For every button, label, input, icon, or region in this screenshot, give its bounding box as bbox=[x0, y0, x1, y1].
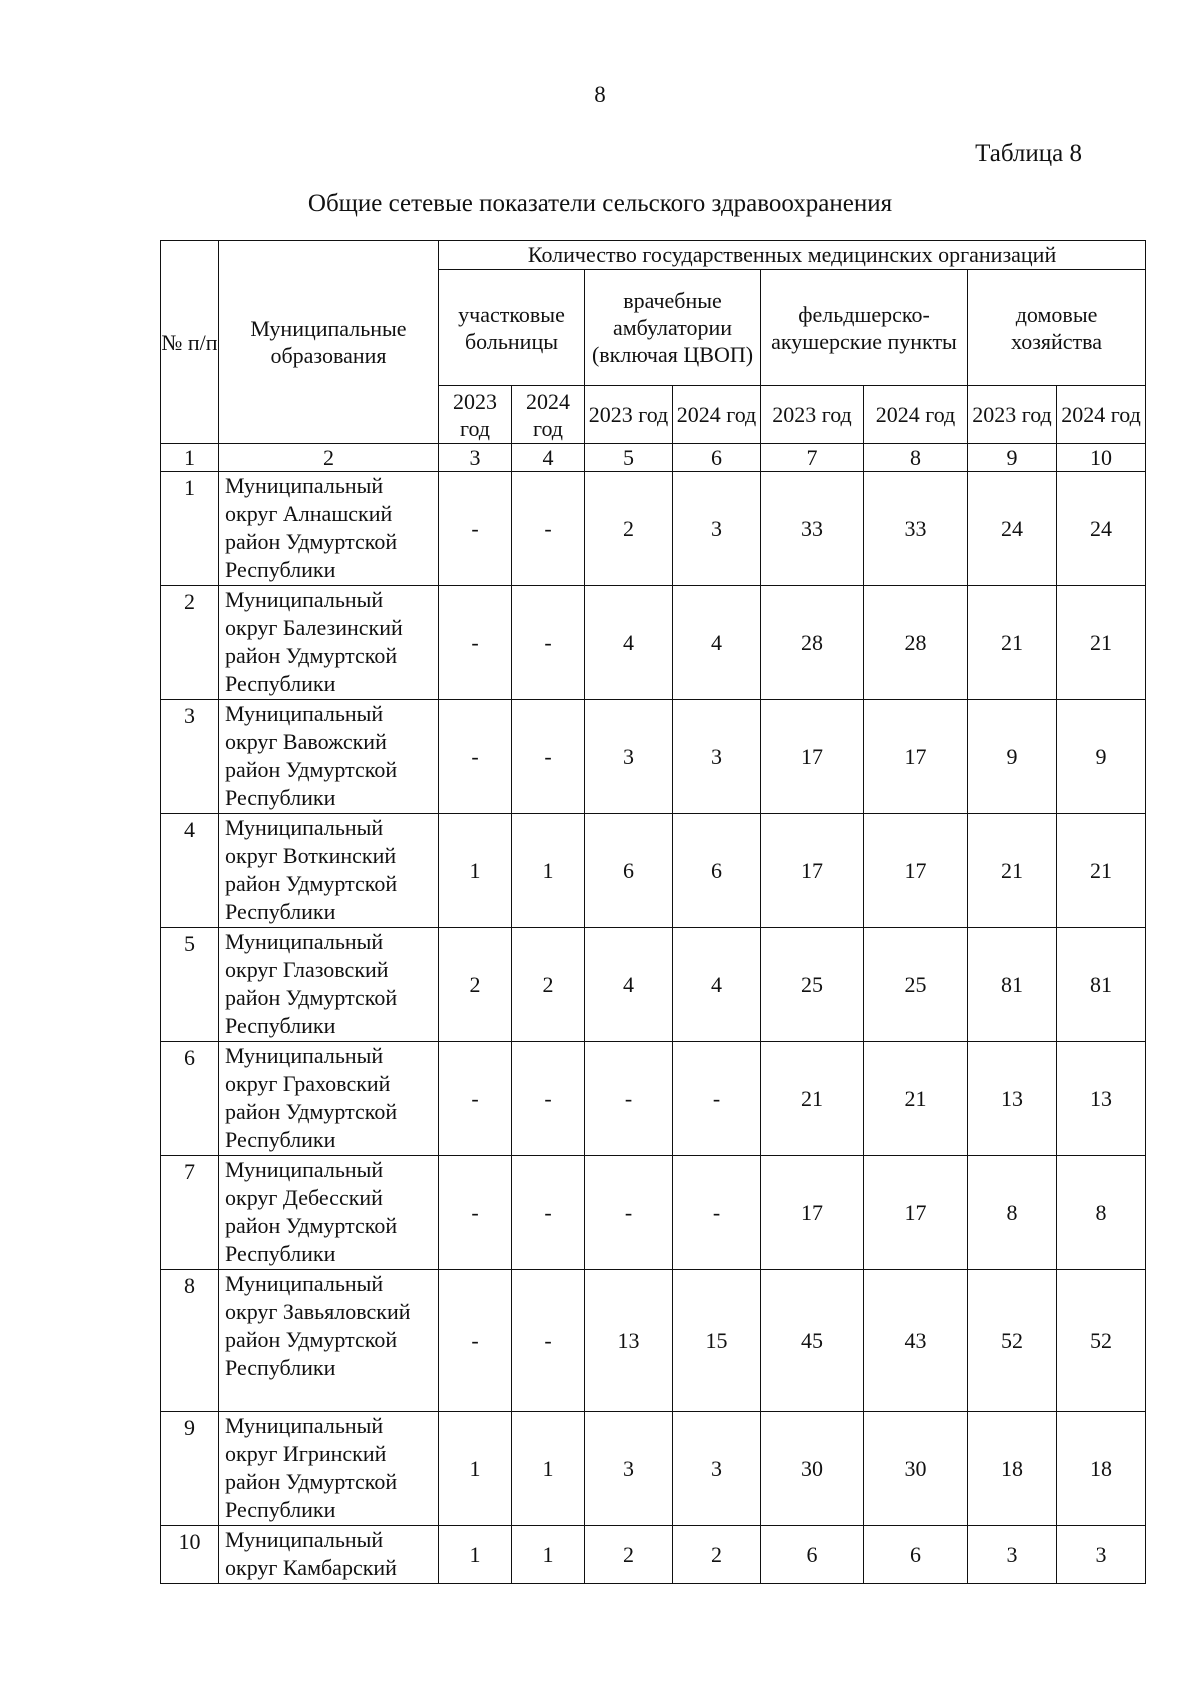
value-cell: 21 bbox=[968, 814, 1057, 928]
row-number: 9 bbox=[161, 1412, 219, 1526]
value-cell: - bbox=[512, 586, 585, 700]
value-cell: 21 bbox=[968, 586, 1057, 700]
municipality-name: Муниципальный округ Воткинский район Удмуртской Республики bbox=[219, 814, 439, 928]
value-cell: 17 bbox=[761, 1156, 864, 1270]
value-cell: 1 bbox=[439, 1526, 512, 1584]
header-year: 2024 год bbox=[864, 386, 968, 444]
row-number: 5 bbox=[161, 928, 219, 1042]
column-number: 5 bbox=[585, 444, 673, 472]
value-cell: 2 bbox=[585, 472, 673, 586]
column-number: 9 bbox=[968, 444, 1057, 472]
value-cell: 18 bbox=[1057, 1412, 1146, 1526]
column-number: 2 bbox=[219, 444, 439, 472]
value-cell: 17 bbox=[864, 814, 968, 928]
column-number: 10 bbox=[1057, 444, 1146, 472]
value-cell: - bbox=[673, 1042, 761, 1156]
value-cell: 3 bbox=[673, 1412, 761, 1526]
value-cell: 3 bbox=[1057, 1526, 1146, 1584]
column-number: 1 bbox=[161, 444, 219, 472]
value-cell: 1 bbox=[512, 814, 585, 928]
value-cell: 1 bbox=[439, 814, 512, 928]
header-year: 2024 год bbox=[512, 386, 585, 444]
value-cell: - bbox=[439, 1156, 512, 1270]
value-cell: - bbox=[585, 1042, 673, 1156]
value-cell: 24 bbox=[1057, 472, 1146, 586]
value-cell: 21 bbox=[1057, 586, 1146, 700]
table-row bbox=[161, 1156, 1146, 1270]
value-cell: 21 bbox=[864, 1042, 968, 1156]
table-row bbox=[161, 928, 1146, 1042]
value-cell: 28 bbox=[864, 586, 968, 700]
municipality-name: Муниципальный округ Завьяловский район Удмуртской Республики bbox=[219, 1270, 439, 1412]
value-cell: 33 bbox=[864, 472, 968, 586]
table-row bbox=[161, 700, 1146, 814]
value-cell: 4 bbox=[673, 928, 761, 1042]
value-cell: - bbox=[512, 472, 585, 586]
header-home-households: домовые хозяйства bbox=[968, 270, 1146, 386]
value-cell: 13 bbox=[1057, 1042, 1146, 1156]
table-row bbox=[161, 1042, 1146, 1156]
municipality-name: Муниципальный округ Игринский район Удмуртской Республики bbox=[219, 1412, 439, 1526]
value-cell: 6 bbox=[761, 1526, 864, 1584]
value-cell: 4 bbox=[585, 586, 673, 700]
value-cell: 3 bbox=[673, 700, 761, 814]
header-feldsher-points: фельдшерско-акушерские пункты bbox=[761, 270, 968, 386]
header-year: 2024 год bbox=[1057, 386, 1146, 444]
value-cell: - bbox=[673, 1156, 761, 1270]
table-label: Таблица 8 bbox=[975, 140, 1082, 167]
value-cell: 18 bbox=[968, 1412, 1057, 1526]
column-number: 3 bbox=[439, 444, 512, 472]
header-group: Количество государственных медицинских организаций bbox=[439, 241, 1146, 270]
table-row bbox=[161, 814, 1146, 928]
table-row bbox=[161, 1526, 1146, 1584]
municipality-name: Муниципальный округ Глазовский район Удмуртской Республики bbox=[219, 928, 439, 1042]
value-cell: - bbox=[512, 700, 585, 814]
value-cell: 3 bbox=[673, 472, 761, 586]
municipality-name: Муниципальный округ Камбарский bbox=[219, 1526, 439, 1584]
municipality-name: Муниципальный округ Граховский район Удмуртской Республики bbox=[219, 1042, 439, 1156]
row-number: 2 bbox=[161, 586, 219, 700]
value-cell: 30 bbox=[864, 1412, 968, 1526]
row-number: 7 bbox=[161, 1156, 219, 1270]
value-cell: 8 bbox=[1057, 1156, 1146, 1270]
column-number: 8 bbox=[864, 444, 968, 472]
value-cell: 6 bbox=[585, 814, 673, 928]
header-district-hospitals: участковые больницы bbox=[439, 270, 585, 386]
value-cell: 4 bbox=[673, 586, 761, 700]
value-cell: 52 bbox=[968, 1270, 1057, 1412]
value-cell: 2 bbox=[585, 1526, 673, 1584]
value-cell: 3 bbox=[968, 1526, 1057, 1584]
value-cell: 25 bbox=[761, 928, 864, 1042]
value-cell: - bbox=[512, 1270, 585, 1412]
value-cell: 24 bbox=[968, 472, 1057, 586]
value-cell: - bbox=[439, 700, 512, 814]
row-number: 1 bbox=[161, 472, 219, 586]
value-cell: 25 bbox=[864, 928, 968, 1042]
document-title: Общие сетевые показатели сельского здравоохранения bbox=[307, 190, 893, 217]
value-cell: 1 bbox=[512, 1412, 585, 1526]
header-row-number: № п/п bbox=[161, 241, 219, 444]
value-cell: 9 bbox=[1057, 700, 1146, 814]
value-cell: - bbox=[585, 1156, 673, 1270]
value-cell: 21 bbox=[1057, 814, 1146, 928]
row-number: 8 bbox=[161, 1270, 219, 1412]
table-row bbox=[161, 472, 1146, 586]
row-number: 3 bbox=[161, 700, 219, 814]
value-cell: 2 bbox=[673, 1526, 761, 1584]
header-municipality: Муниципальные образования bbox=[219, 241, 439, 444]
municipality-name: Муниципальный округ Балезинский район Удмуртской Республики bbox=[219, 586, 439, 700]
value-cell: 6 bbox=[673, 814, 761, 928]
value-cell: 3 bbox=[585, 1412, 673, 1526]
value-cell: 28 bbox=[761, 586, 864, 700]
value-cell: 81 bbox=[1057, 928, 1146, 1042]
value-cell: 33 bbox=[761, 472, 864, 586]
value-cell: 15 bbox=[673, 1270, 761, 1412]
value-cell: 21 bbox=[761, 1042, 864, 1156]
value-cell: 13 bbox=[968, 1042, 1057, 1156]
header-year: 2024 год bbox=[673, 386, 761, 444]
value-cell: - bbox=[439, 1270, 512, 1412]
value-cell: - bbox=[439, 1042, 512, 1156]
value-cell: 9 bbox=[968, 700, 1057, 814]
value-cell: 3 bbox=[585, 700, 673, 814]
value-cell: 17 bbox=[761, 814, 864, 928]
value-cell: 17 bbox=[864, 700, 968, 814]
header-year: 2023 год bbox=[968, 386, 1057, 444]
header-ambulatories: врачебные амбулатории (включая ЦВОП) bbox=[585, 270, 761, 386]
value-cell: 17 bbox=[864, 1156, 968, 1270]
value-cell: 2 bbox=[439, 928, 512, 1042]
value-cell: 81 bbox=[968, 928, 1057, 1042]
healthcare-network-table bbox=[160, 240, 1146, 1584]
municipality-name: Муниципальный округ Дебесский район Удмуртской Республики bbox=[219, 1156, 439, 1270]
value-cell: - bbox=[439, 472, 512, 586]
value-cell: 45 bbox=[761, 1270, 864, 1412]
row-number: 6 bbox=[161, 1042, 219, 1156]
column-number: 4 bbox=[512, 444, 585, 472]
municipality-name: Муниципальный округ Алнашский район Удмуртской Республики bbox=[219, 472, 439, 586]
column-number: 7 bbox=[761, 444, 864, 472]
row-number: 4 bbox=[161, 814, 219, 928]
table-row bbox=[161, 586, 1146, 700]
value-cell: 1 bbox=[439, 1412, 512, 1526]
value-cell: 30 bbox=[761, 1412, 864, 1526]
table-row bbox=[161, 1412, 1146, 1526]
value-cell: - bbox=[512, 1042, 585, 1156]
value-cell: 6 bbox=[864, 1526, 968, 1584]
value-cell: - bbox=[439, 586, 512, 700]
value-cell: 52 bbox=[1057, 1270, 1146, 1412]
value-cell: 1 bbox=[512, 1526, 585, 1584]
page-number: 8 bbox=[594, 82, 606, 107]
header-year: 2023 год bbox=[761, 386, 864, 444]
value-cell: - bbox=[512, 1156, 585, 1270]
value-cell: 4 bbox=[585, 928, 673, 1042]
row-number: 10 bbox=[161, 1526, 219, 1584]
value-cell: 13 bbox=[585, 1270, 673, 1412]
table-row bbox=[161, 1270, 1146, 1412]
value-cell: 43 bbox=[864, 1270, 968, 1412]
value-cell: 17 bbox=[761, 700, 864, 814]
column-number: 6 bbox=[673, 444, 761, 472]
header-year: 2023 год bbox=[439, 386, 512, 444]
header-year: 2023 год bbox=[585, 386, 673, 444]
value-cell: 2 bbox=[512, 928, 585, 1042]
municipality-name: Муниципальный округ Вавожский район Удмуртской Республики bbox=[219, 700, 439, 814]
value-cell: 8 bbox=[968, 1156, 1057, 1270]
